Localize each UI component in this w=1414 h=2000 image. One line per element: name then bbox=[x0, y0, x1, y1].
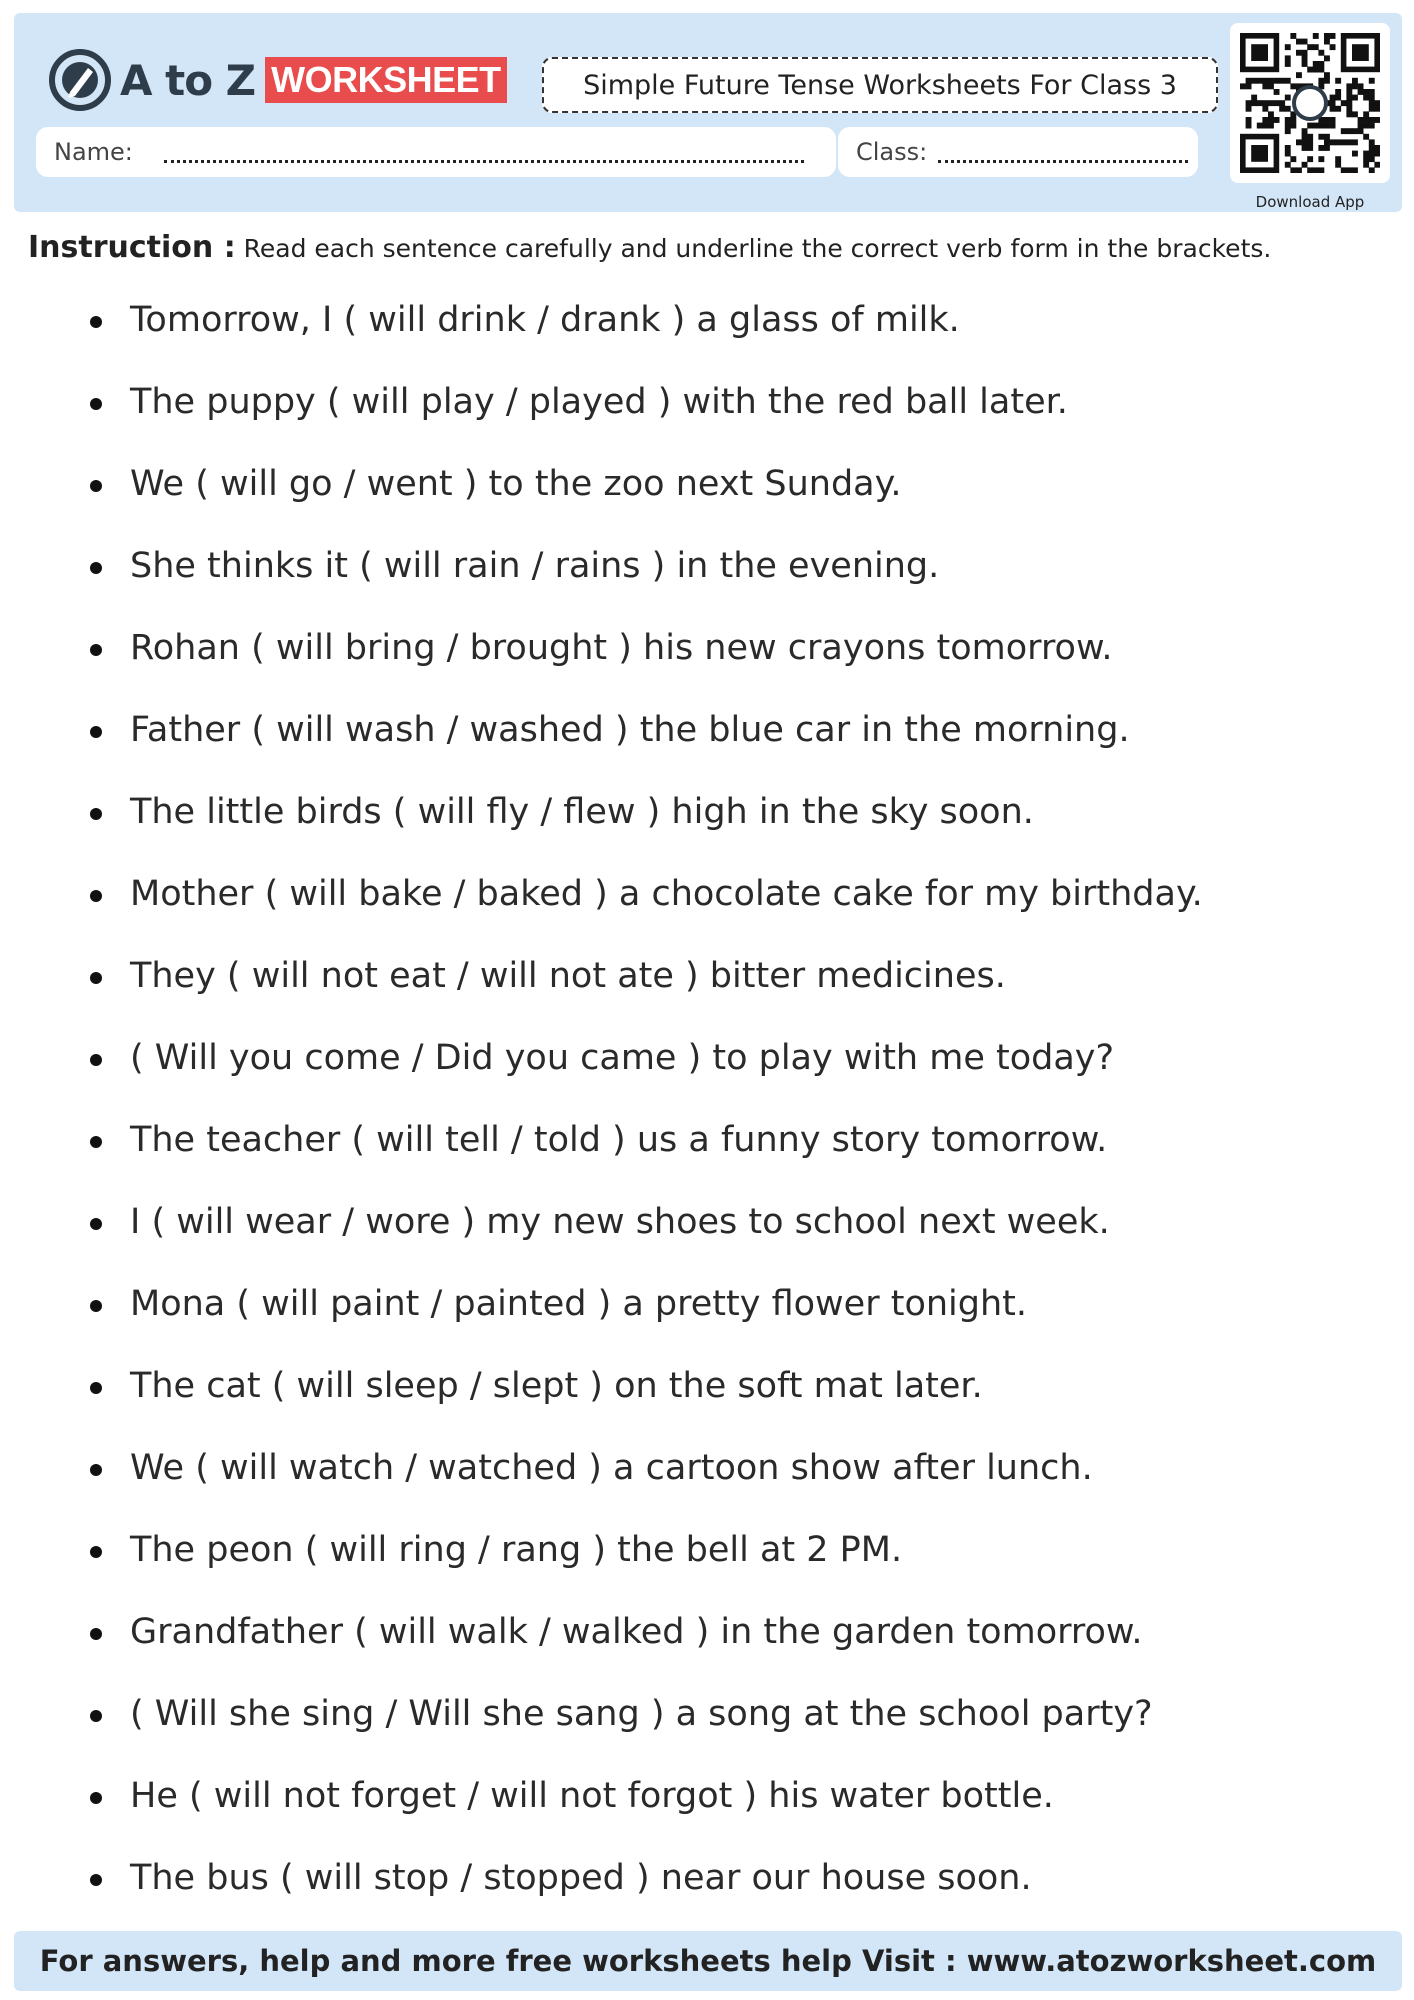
sentence-item: We ( will go / went ) to the zoo next Sunday. bbox=[88, 453, 1203, 535]
worksheet-title: Simple Future Tense Worksheets For Class 3 bbox=[542, 57, 1218, 113]
sentence-item: The little birds ( will fly / flew ) high in the sky soon. bbox=[88, 781, 1203, 863]
sentence-item: The peon ( will ring / rang ) the bell at 2 PM. bbox=[88, 1519, 1203, 1601]
qr-code-icon bbox=[1240, 33, 1380, 173]
pencil-logo-icon bbox=[48, 48, 112, 112]
logo-text: A to Z bbox=[120, 55, 256, 105]
sentence-item: The bus ( will stop / stopped ) near our house soon. bbox=[88, 1847, 1203, 1929]
worksheet-header bbox=[14, 13, 1402, 212]
class-label: Class: bbox=[856, 138, 928, 166]
sentence-item: ( Will you come / Did you came ) to play with me today? bbox=[88, 1027, 1203, 1109]
name-field[interactable] bbox=[36, 127, 836, 177]
class-dotted-line bbox=[938, 160, 1188, 163]
atoz-logo[interactable] bbox=[48, 45, 507, 115]
sentence-item: I ( will wear / wore ) my new shoes to school next week. bbox=[88, 1191, 1203, 1273]
sentence-item: Mona ( will paint / painted ) a pretty flower tonight. bbox=[88, 1273, 1203, 1355]
sentence-item: Father ( will wash / washed ) the blue car in the morning. bbox=[88, 699, 1203, 781]
download-app-caption: Download App bbox=[1255, 193, 1365, 211]
name-dotted-line bbox=[164, 160, 804, 163]
sentence-item: The puppy ( will play / played ) with the red ball later. bbox=[88, 371, 1203, 453]
sentence-item: He ( will not forget / will not forgot ) his water bottle. bbox=[88, 1765, 1203, 1847]
sentence-item: ( Will she sing / Will she sang ) a song at the school party? bbox=[88, 1683, 1203, 1765]
logo-worksheet-tag: WORKSHEET bbox=[265, 57, 507, 103]
sentence-list bbox=[88, 289, 1203, 1929]
sentence-item: Tomorrow, I ( will drink / drank ) a glass of milk. bbox=[88, 289, 1203, 371]
sentence-item: She thinks it ( will rain / rains ) in the evening. bbox=[88, 535, 1203, 617]
sentence-item: Grandfather ( will walk / walked ) in the garden tomorrow. bbox=[88, 1601, 1203, 1683]
sentence-item: They ( will not eat / will not ate ) bitter medicines. bbox=[88, 945, 1203, 1027]
sentence-item: Rohan ( will bring / brought ) his new crayons tomorrow. bbox=[88, 617, 1203, 699]
sentence-item: The teacher ( will tell / told ) us a funny story tomorrow. bbox=[88, 1109, 1203, 1191]
sentence-item: We ( will watch / watched ) a cartoon show after lunch. bbox=[88, 1437, 1203, 1519]
sentence-item: The cat ( will sleep / slept ) on the soft mat later. bbox=[88, 1355, 1203, 1437]
instruction bbox=[28, 230, 1388, 265]
class-field[interactable] bbox=[838, 127, 1198, 177]
qr-code[interactable] bbox=[1230, 23, 1390, 183]
sentence-item: Mother ( will bake / baked ) a chocolate cake for my birthday. bbox=[88, 863, 1203, 945]
instruction-label: Instruction : bbox=[28, 230, 236, 265]
instruction-text: Read each sentence carefully and underline the correct verb form in the brackets. bbox=[243, 234, 1272, 263]
footer-banner[interactable]: For answers, help and more free worksheets help Visit : www.atozworksheet.com bbox=[14, 1931, 1402, 1991]
name-label: Name: bbox=[54, 138, 133, 166]
